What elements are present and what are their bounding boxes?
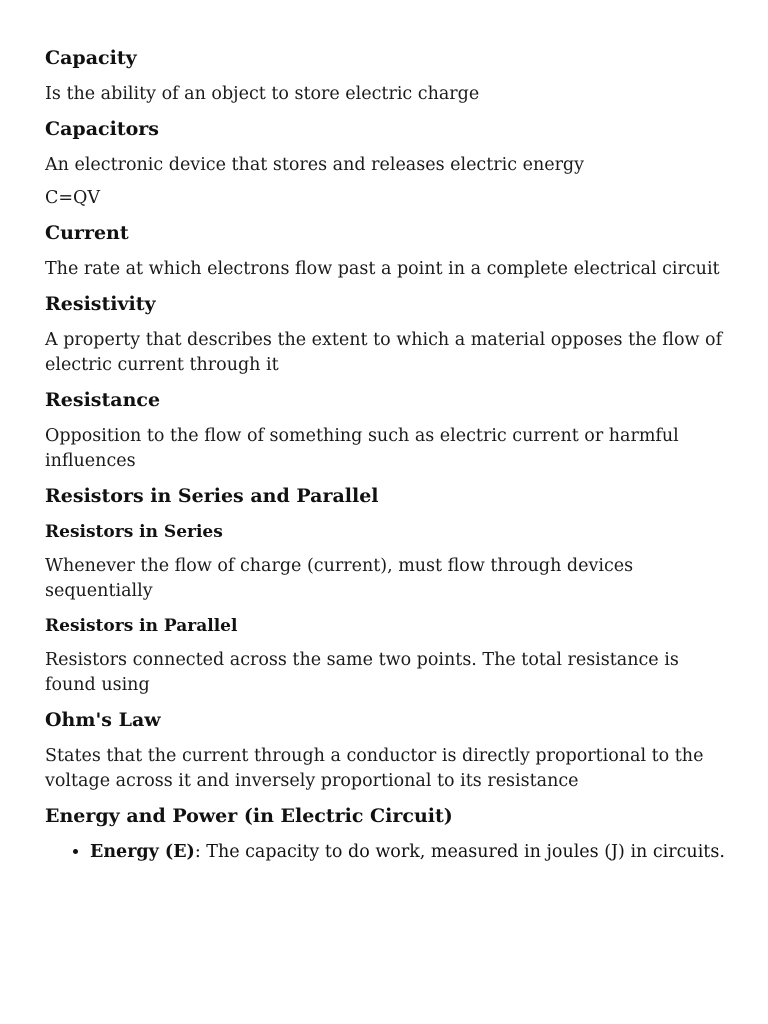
text-resistivity: A property that describes the extent to which a material opposes the flow of electric current through it [45,330,723,375]
heading-energy-and-power: Energy and Power (in Electric Circuit) [45,805,453,827]
text-resistors-in-series: Whenever the flow of charge (current), must flow through devices sequentially [45,556,634,601]
list-item [90,840,728,865]
text-capacity: Is the ability of an object to store electric charge [45,84,480,104]
bullet-term: Energy (E) [90,842,195,862]
heading-resistors-in-series: Resistors in Series [45,522,223,542]
heading-resistors-series-parallel: Resistors in Series and Parallel [45,485,379,507]
heading-ohms-law: Ohm's Law [45,709,161,731]
text-current: The rate at which electrons flow past a point in a complete electrical circuit [45,259,720,279]
text-ohms-law: States that the current through a conductor is directly proportional to the voltage across it and inversely proportional to its resistance [45,746,704,791]
text-capacitors: An electronic device that stores and releases electric energy [45,155,585,175]
bullet-text: : The capacity to do work, measured in joules (J) in circuits. [194,842,725,862]
heading-resistivity: Resistivity [45,293,156,315]
text-resistance: Opposition to the flow of something such as electric current or harmful influences [45,426,679,471]
heading-current: Current [45,222,129,244]
heading-capacity: Capacity [45,47,137,69]
energy-power-list [45,840,728,865]
text-resistors-in-parallel: Resistors connected across the same two points. The total resistance is found using [45,650,679,695]
heading-capacitors: Capacitors [45,118,159,140]
heading-resistors-in-parallel: Resistors in Parallel [45,616,238,636]
formula-capacitors: C=QV [45,188,101,208]
heading-resistance: Resistance [45,389,161,411]
